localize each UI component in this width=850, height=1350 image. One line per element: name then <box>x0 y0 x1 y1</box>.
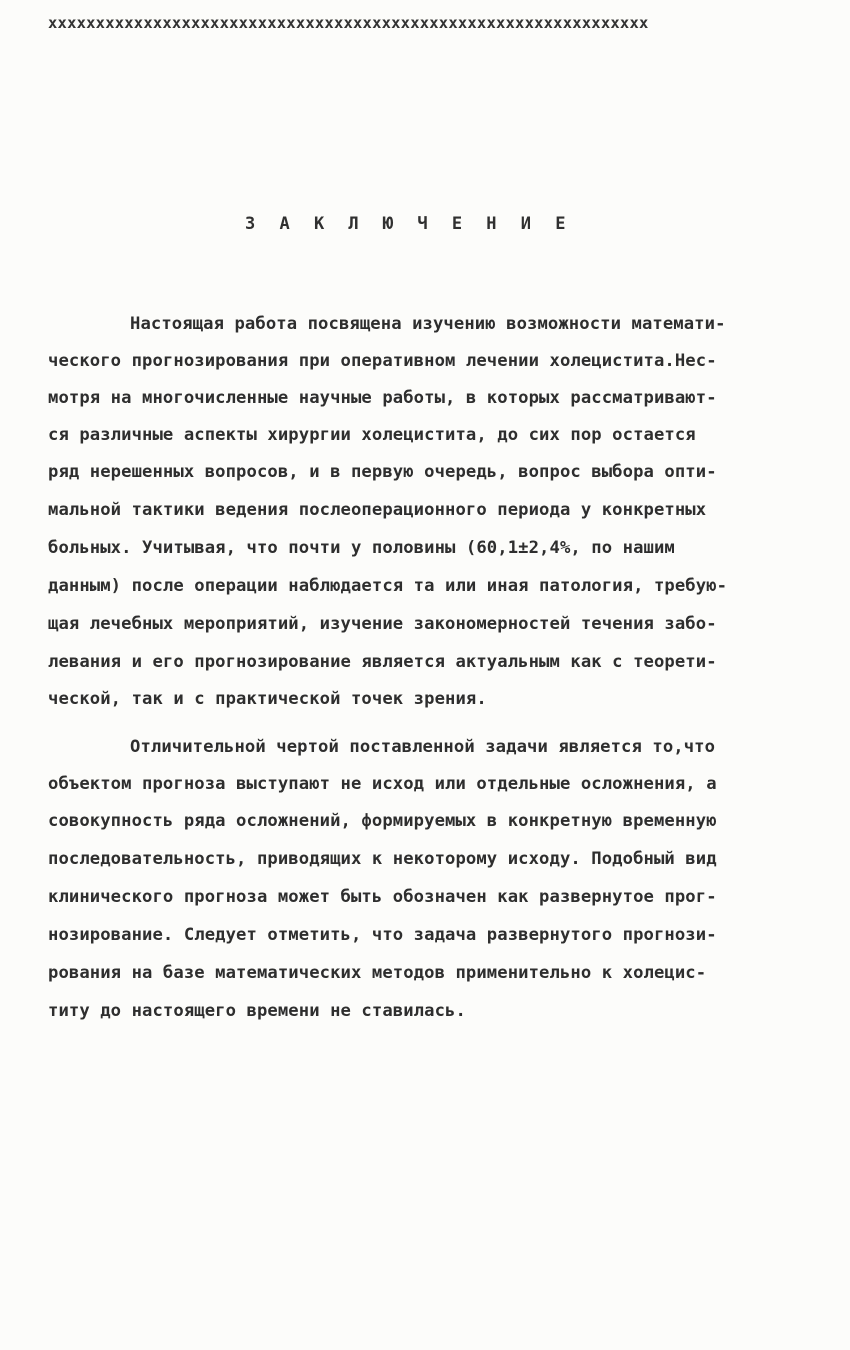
text-line: Отличительной чертой поставленной задачи является то,что <box>130 737 716 757</box>
page-title: З А К Л Ю Ч Е Н И Е <box>245 214 573 234</box>
text-line: Настоящая работа посвящена изучению возможности математи- <box>130 314 726 334</box>
text-line: нозирование. Следует отметить, что задача развернутого прогнози- <box>48 925 717 945</box>
text-line: совокупность ряда осложнений, формируемых в конкретную временную <box>48 811 717 831</box>
text-line: мальной тактики ведения послеоперационного периода у конкретных <box>48 500 707 520</box>
text-line: титу до настоящего времени не ставилась. <box>48 1001 466 1021</box>
text-line: рования на базе математических методов применительно к холецис- <box>48 963 707 983</box>
text-line: больных. Учитывая, что почти у половины (60,1±2,4%, по нашим <box>48 538 675 558</box>
text-line: последовательность, приводящих к некоторому исходу. Подобный вид <box>48 849 717 869</box>
text-line: ся различные аспекты хирургии холецистита, до сих пор остается <box>48 425 696 445</box>
text-line: объектом прогноза выступают не исход или отдельные осложнения, а <box>48 774 717 794</box>
text-line: щая лечебных мероприятий, изучение закономерностей течения забо- <box>48 614 717 634</box>
text-line: ческого прогнозирования при оперативном лечении холецистита.Нес- <box>48 351 717 371</box>
text-line: ческой, так и с практической точек зрения. <box>48 689 487 709</box>
text-line: клинического прогноза может быть обозначен как развернутое прог- <box>48 887 717 907</box>
typed-x-strip: xxxxxxxxxxxxxxxxxxxxxxxxxxxxxxxxxxxxxxxxxxxxxxxxxxxxxxxxxxxxxxx <box>48 14 649 32</box>
text-line: данным) после операции наблюдается та или иная патология, требую- <box>48 576 728 596</box>
text-line: ряд нерешенных вопросов, и в первую очередь, вопрос выбора опти- <box>48 462 717 482</box>
text-line: левания и его прогнозирование является актуальным как с теорети- <box>48 652 717 672</box>
text-line: мотря на многочисленные научные работы, в которых рассматривают- <box>48 388 717 408</box>
